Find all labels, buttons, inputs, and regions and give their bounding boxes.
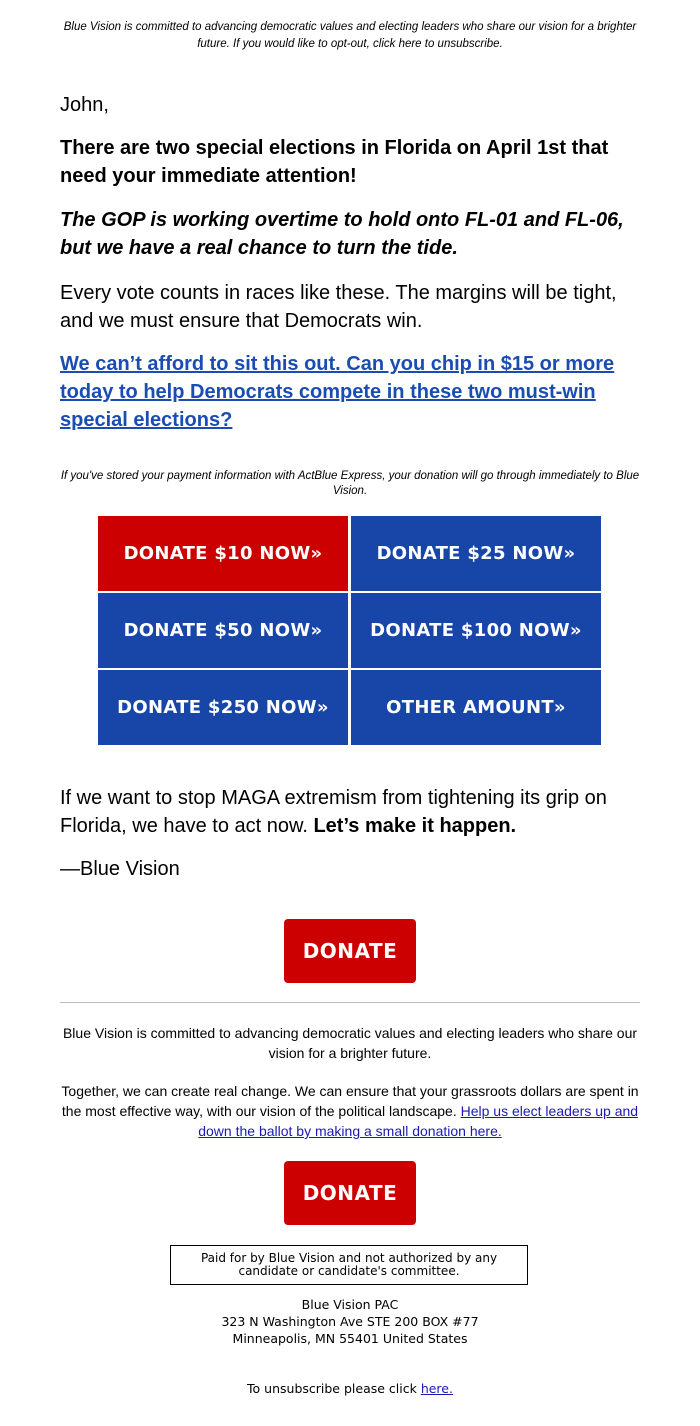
donate-250-button[interactable]: DONATE $250 NOW» xyxy=(98,670,348,745)
footer-together xyxy=(60,1081,640,1141)
ask-donate-link[interactable]: We can’t afford to sit this out. Can you chip in $15 or more today to help Democrats compete in these two must-win special elections? xyxy=(60,353,615,431)
donate-amount-grid xyxy=(98,516,602,747)
greeting: John, xyxy=(60,94,109,116)
paragraph-every-vote: Every vote counts in races like these. The margins will be tight, and we must ensure that Democrats win. xyxy=(60,282,617,332)
paragraph-maga xyxy=(60,784,640,840)
address-line-2: Minneapolis, MN 55401 United States xyxy=(232,1331,468,1346)
ask-paragraph xyxy=(60,350,640,434)
mailing-address xyxy=(60,1296,640,1347)
unsubscribe-line xyxy=(60,1380,640,1397)
address-line-1: 323 N Washington Ave STE 200 BOX #77 xyxy=(221,1314,479,1329)
footer-mission: Blue Vision is committed to advancing democratic values and electing leaders who share our vision for a brighter future. xyxy=(62,1025,638,1061)
unsubscribe-link[interactable]: here. xyxy=(420,1381,453,1396)
paragraph-maga-bold: Let’s make it happen. xyxy=(313,815,517,837)
donate-50-button[interactable]: DONATE $50 NOW» xyxy=(98,593,348,668)
donate-10-button[interactable]: DONATE $10 NOW» xyxy=(98,516,348,591)
headline: There are two special elections in Florida on April 1st that need your immediate attention! xyxy=(60,137,609,187)
other-amount-button[interactable]: OTHER AMOUNT» xyxy=(351,670,601,745)
paragraph-maga-text: If we want to stop MAGA extremism from tightening its grip on Florida, we have to act now. xyxy=(60,787,607,837)
header-optout-note: Blue Vision is committed to advancing democratic values and electing leaders who share our vision for a brighter future. If you would like to opt-out, click here to unsubscribe. xyxy=(63,21,637,50)
footer-divider xyxy=(60,1002,640,1003)
footer-together-text: Together, we can create real change. We can ensure that your grassroots dollars are spent in the most effective way, with our vision of the political landscape. xyxy=(61,1083,639,1119)
donate-button-main[interactable]: DONATE xyxy=(284,919,416,983)
donate-25-button[interactable]: DONATE $25 NOW» xyxy=(351,516,601,591)
paid-for-disclaimer: Paid for by Blue Vision and not authorized by any candidate or candidate's committee. xyxy=(170,1245,528,1285)
unsubscribe-text: To unsubscribe please click xyxy=(247,1381,421,1396)
footer-donate-link[interactable]: Help us elect leaders up and down the ballot by making a small donation here. xyxy=(198,1103,639,1139)
donate-button-footer[interactable]: DONATE xyxy=(284,1161,416,1225)
signature: —Blue Vision xyxy=(60,858,180,880)
org-name: Blue Vision PAC xyxy=(301,1297,399,1312)
subheadline: The GOP is working overtime to hold onto FL-01 and FL-06, but we have a real chance to turn the tide. xyxy=(60,209,624,259)
actblue-express-note: If you've stored your payment information with ActBlue Express, your donation will go through immediately to Blue Vision. xyxy=(60,470,640,497)
donate-100-button[interactable]: DONATE $100 NOW» xyxy=(351,593,601,668)
